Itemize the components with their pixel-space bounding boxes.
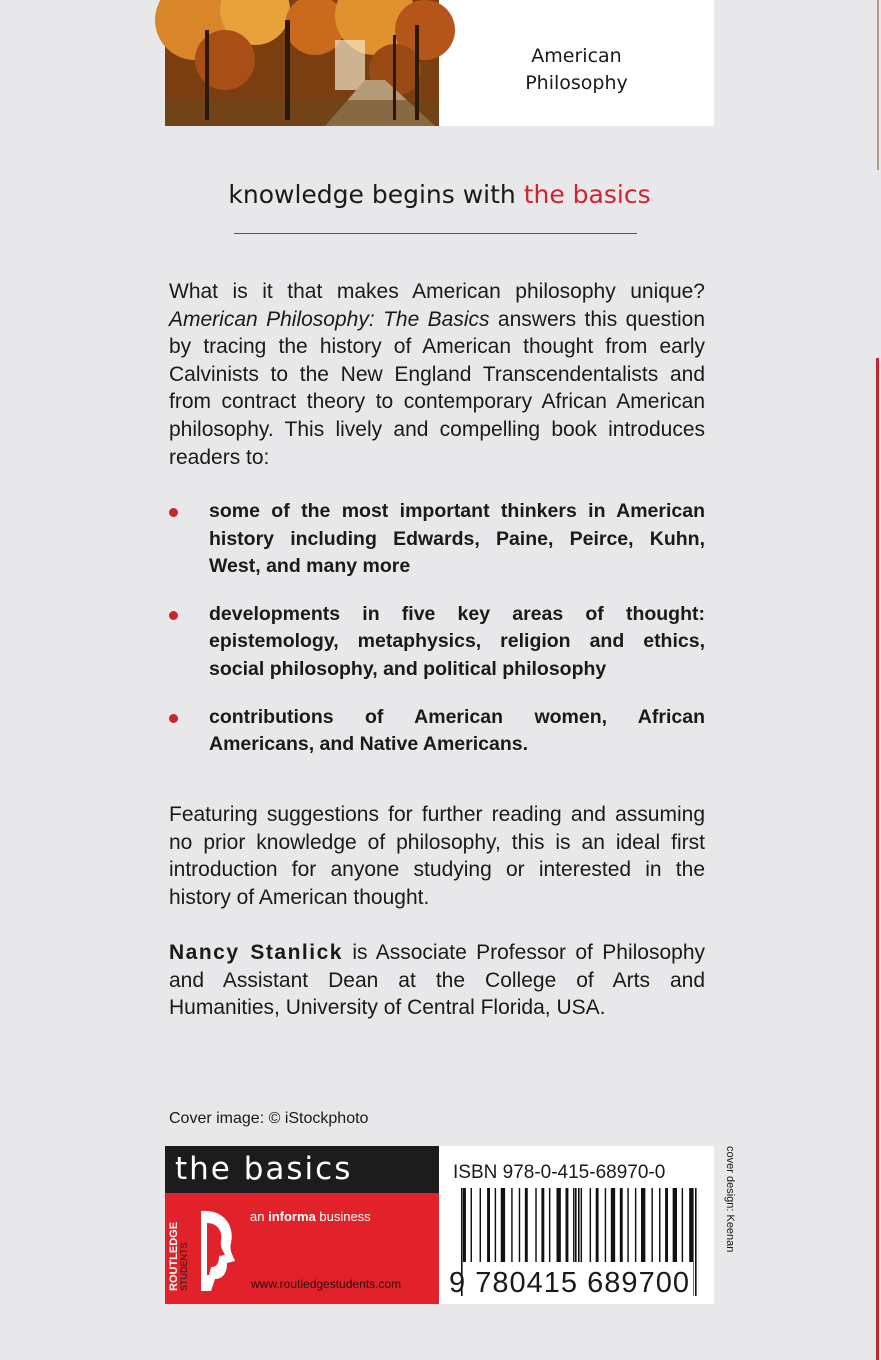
bullet-dot-icon [169, 714, 178, 723]
tagline-divider [234, 233, 637, 234]
barcode-digits [449, 1262, 707, 1299]
barcode-block [439, 1146, 714, 1304]
list-item [169, 498, 705, 581]
logo-text-routledge: ROUTLEDGE [168, 1221, 180, 1291]
author-description: is Associate Professor of Philosophy and Assistant Dean at the College of Arts and Humanities, University of Central Florida, USA. [169, 941, 705, 1020]
top-banner [165, 0, 714, 126]
autumn-road-photo [165, 0, 439, 126]
cover-image-credit: Cover image: © iStockphoto [169, 1110, 369, 1127]
routledge-head-logo-icon [168, 1203, 243, 1293]
bullet-dot-icon [169, 508, 178, 517]
spine-edge-red [876, 358, 879, 1360]
barcode-digits-text: 9 780415 689700 [449, 1267, 689, 1299]
featuring-paragraph: Featuring suggestions for further reading and assuming no prior knowledge of philosophy, this is an ideal first introduction for anyone studying or interested in the history of American thought. [169, 803, 705, 909]
spine-edge-top [877, 0, 879, 170]
tagline-prefix: knowledge begins with [228, 180, 524, 209]
publisher-red-panel [165, 1193, 439, 1304]
list-item-text: developments in five key areas of thought: epistemology, metaphysics, religion and ethics, social philosophy, and political philosophy [209, 602, 705, 680]
book-title-line-1: American [531, 45, 622, 67]
list-item [169, 704, 705, 759]
informa-prefix: an [250, 1209, 269, 1224]
logo-text-students: STUDENTS [179, 1242, 189, 1291]
informa-suffix: business [315, 1209, 371, 1224]
publisher-block [165, 1146, 439, 1304]
bullet-dot-icon [169, 611, 178, 620]
author-name: Nancy Stanlick [169, 941, 343, 964]
intro-question: What is it that makes American philosophy unique? [169, 280, 705, 303]
author-bio [169, 939, 705, 1022]
topic-list [169, 498, 705, 779]
tagline-accent: the basics [523, 180, 651, 209]
book-title-box [439, 0, 714, 126]
informa-brand: informa [268, 1209, 316, 1224]
isbn-number: ISBN 978-0-415-68970-0 [453, 1162, 666, 1183]
list-item-text: contributions of American women, African Americans, and Native Americans. [209, 705, 705, 756]
book-title-line-2: Philosophy [525, 72, 628, 94]
informa-tagline [250, 1209, 371, 1224]
tagline [165, 180, 714, 209]
intro-rest: answers this question by tracing the history of American thought from early Calvinists to the New England Transcendentalists and from contract theory to contemporary African American philosophy. This lively and compelling book introduces readers to: [169, 307, 705, 469]
list-item [169, 601, 705, 684]
publisher-url: www.routledgestudents.com [251, 1277, 402, 1291]
cover-design-credit: cover design: Keenan [724, 1146, 736, 1253]
intro-book-title: American Philosophy: The Basics [169, 307, 490, 331]
series-banner: the basics [165, 1146, 439, 1193]
list-item-text: some of the most important thinkers in American history including Edwards, Paine, Peirce, Kuhn, West, and many more [209, 500, 705, 578]
intro-paragraph [169, 278, 705, 471]
autumn-trees-illustration [165, 0, 439, 126]
